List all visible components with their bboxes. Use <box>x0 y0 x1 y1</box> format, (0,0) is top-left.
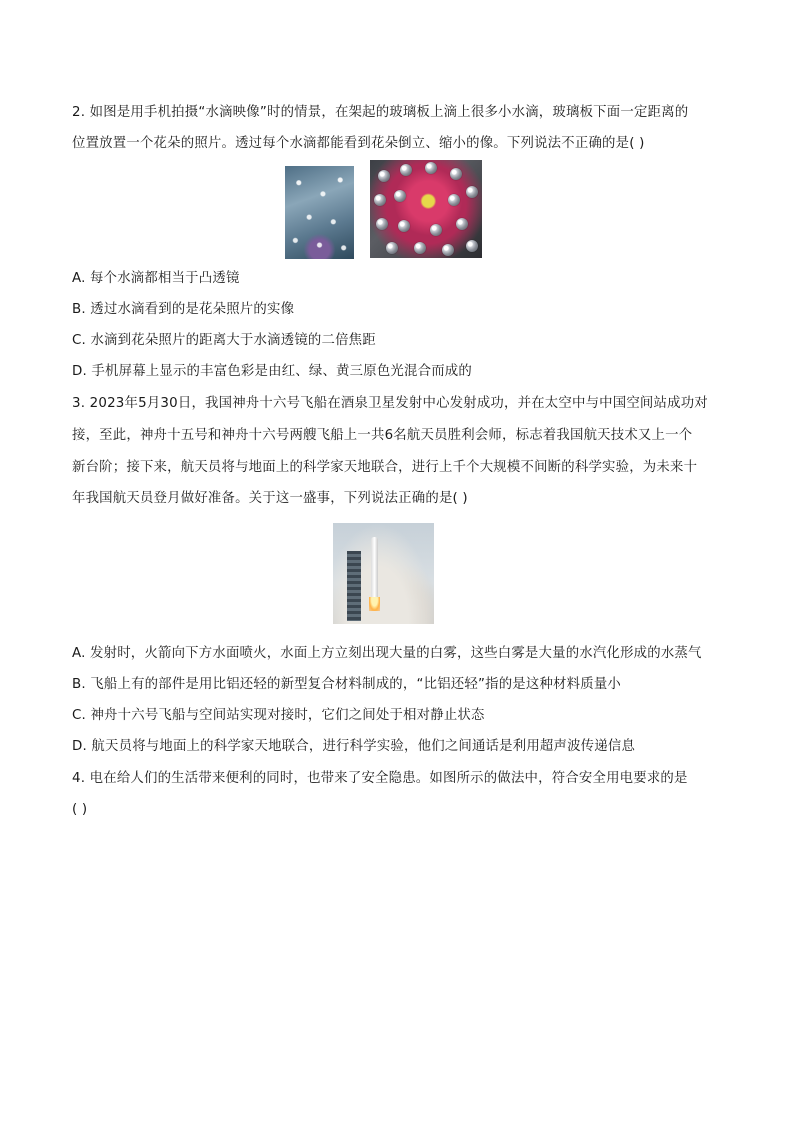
drop-reflection <box>398 220 410 232</box>
drop-reflection <box>456 218 468 230</box>
drop-reflection <box>378 170 390 182</box>
drop-reflection <box>386 242 398 254</box>
drop-reflection <box>374 194 386 206</box>
q3-option-d: D. 航天员将与地面上的科学家天地联合，进行科学实验，他们之间通话是利用超声波传递信息 <box>72 739 636 754</box>
drop-reflection <box>376 218 388 230</box>
q4-stem-line-2: ( ) <box>72 802 88 817</box>
flower-through-drops-photo <box>370 160 482 258</box>
q2-option-a: A. 每个水滴都相当于凸透镜 <box>72 271 240 286</box>
rocket-launch-photo <box>333 523 434 624</box>
q3-stem-line-4: 年我国航天员登月做好准备。关于这一盛事，下列说法正确的是( ) <box>72 491 468 506</box>
drop-reflection <box>466 186 478 198</box>
q2-option-d: D. 手机屏幕上显示的丰富色彩是由红、绿、黄三原色光混合而成的 <box>72 364 472 379</box>
drop-reflection <box>414 242 426 254</box>
drop-reflection <box>394 190 406 202</box>
water-drops-photo <box>285 166 354 259</box>
drop-reflection <box>400 164 412 176</box>
q3-option-b: B. 飞船上有的部件是用比铝还轻的新型复合材料制成的，“比铝还轻”指的是这种材料质量小 <box>72 677 622 692</box>
drop-reflection <box>425 162 437 174</box>
q4-stem-line-1: 4. 电在给人们的生活带来便利的同时，也带来了安全隐患。如图所示的做法中，符合安全用电要求的是 <box>72 771 688 786</box>
q2-option-b: B. 透过水滴看到的是花朵照片的实像 <box>72 302 295 317</box>
q3-stem-line-3: 新台阶；接下来，航天员将与地面上的科学家天地联合，进行上千个大规模不间断的科学实验，为未来十 <box>72 460 698 475</box>
q2-option-c: C. 水滴到花朵照片的距离大于水滴透镜的二倍焦距 <box>72 333 376 348</box>
q3-option-a: A. 发射时，火箭向下方水面喷火，水面上方立刻出现大量的白雾，这些白雾是大量的水汽化形成的水蒸气 <box>72 646 702 661</box>
drop-reflection <box>442 244 454 256</box>
rocket <box>371 537 378 599</box>
drop-reflection <box>448 194 460 206</box>
rocket-flame <box>369 597 380 611</box>
q3-stem-line-1: 3. 2023年5月30日，我国神舟十六号飞船在酒泉卫星发射中心发射成功，并在太空中与中国空间站成功对 <box>72 396 708 411</box>
q3-stem-line-2: 接，至此，神舟十五号和神舟十六号两艘飞船上一共6名航天员胜利会师，标志着我国航天技术又上一个 <box>72 428 693 443</box>
drop-reflection <box>466 240 478 252</box>
launch-tower <box>347 551 361 621</box>
drop-reflection <box>430 224 442 236</box>
q3-option-c: C. 神舟十六号飞船与空间站实现对接时，它们之间处于相对静止状态 <box>72 708 485 723</box>
q2-stem-line-2: 位置放置一个花朵的照片。透过每个水滴都能看到花朵倒立、缩小的像。下列说法不正确的是( ) <box>72 136 645 151</box>
q2-stem-line-1: 2. 如图是用手机拍摄“水滴映像”时的情景，在架起的玻璃板上滴上很多小水滴，玻璃板下面一定距离的 <box>72 105 689 120</box>
drop-reflection <box>450 168 462 180</box>
